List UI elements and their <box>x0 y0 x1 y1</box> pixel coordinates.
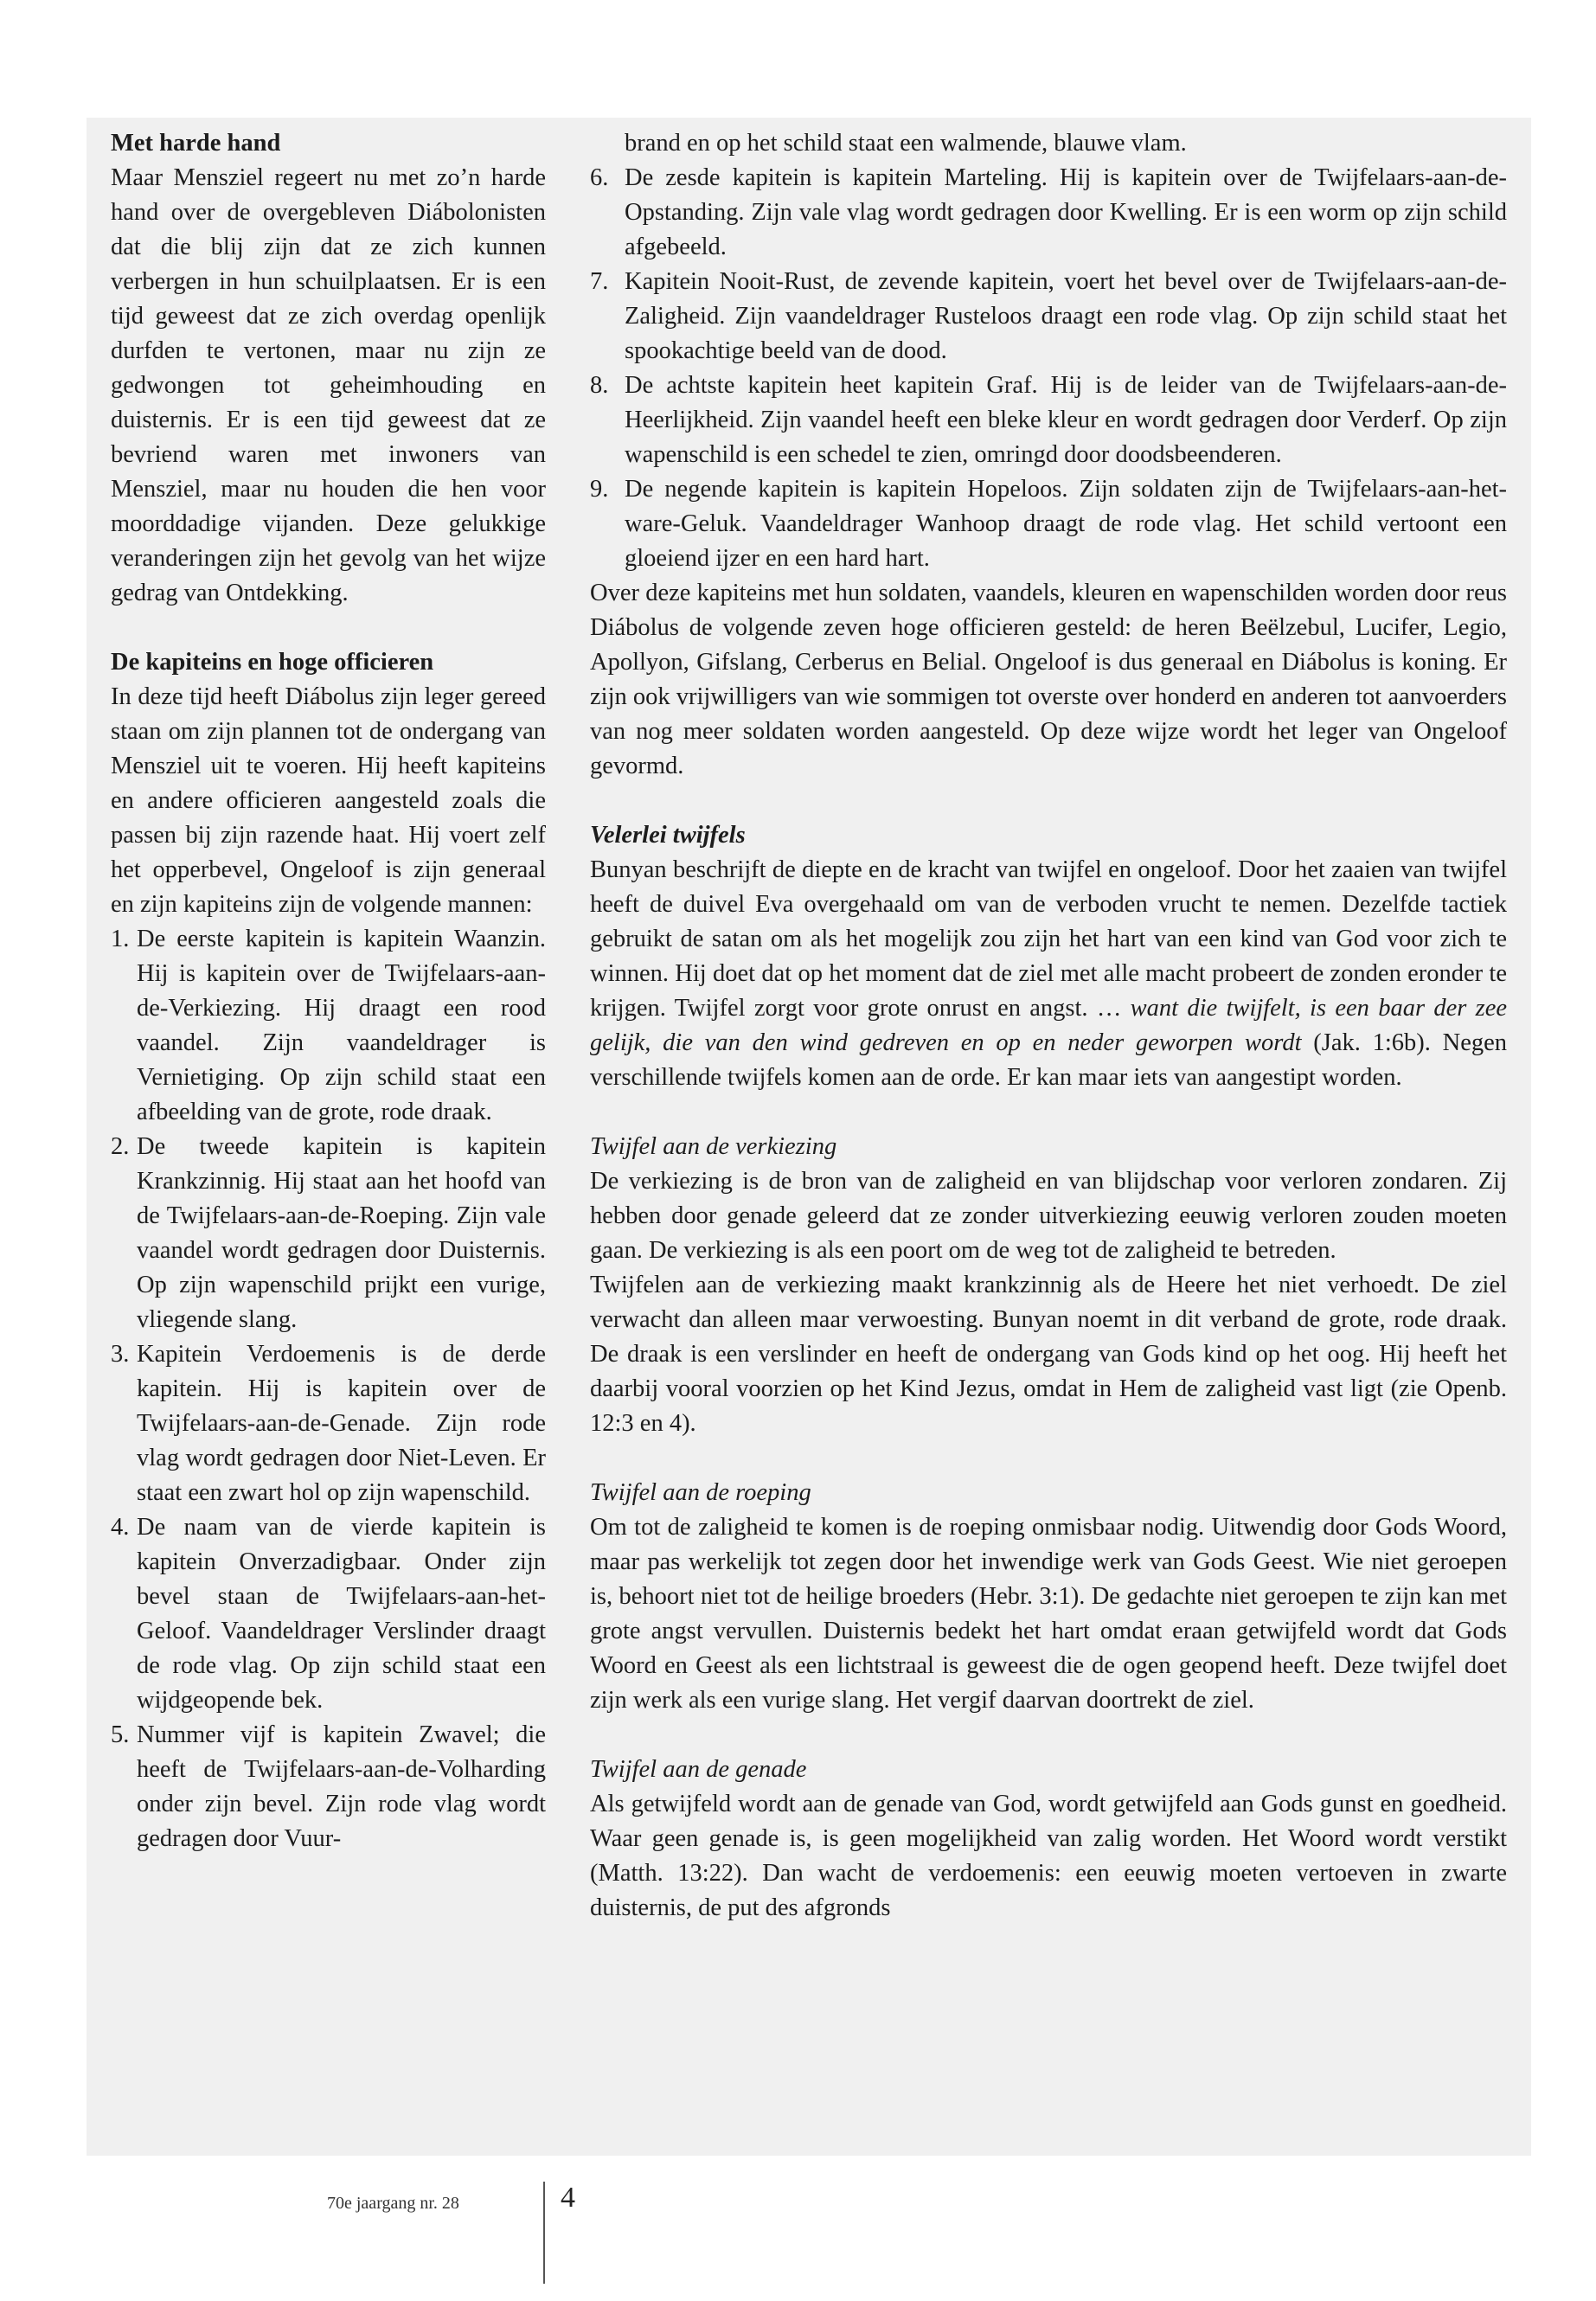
footer-divider <box>543 2182 545 2284</box>
velerlei-text-b: (Jak. 1:6b). Negen verschillende twijfels komen aan de orde. Er kan maar iets van aangestipt worden. <box>590 1029 1507 1091</box>
paragraph-kapiteins: In deze tijd heeft Diábolus zijn leger gereed staan om zijn plannen tot de ondergang van Mensziel uit te voeren. Hij heeft kapiteins en andere officieren aangesteld zoals die passen bij zijn razende haat. Hij voert zelf het opperbevel, Ongeloof is zijn generaal en zijn kapiteins zijn de volgende mannen: <box>111 683 546 918</box>
paragraph-verkiezing-2: Twijfelen aan de verkiezing maakt krankzinnig als de Heere het niet verhoedt. De ziel verwacht dan alleen maar verwoesting. Bunyan noemt in dit verband de grote, rode draak. De draak is een verslinder en heeft de ondergang van Gods kind op het oog. Hij heeft het daarbij vooral voorzien op het Kind Jezus, omdat in Hem de zaligheid vast ligt (zie Openb. 12:3 en 4). <box>590 1272 1507 1437</box>
paragraph-velerlei <box>590 853 1507 1095</box>
subheading-roeping: Twijfel aan de roeping <box>590 1479 811 1506</box>
spacer <box>111 611 546 645</box>
list-item <box>111 1718 546 1856</box>
list-number: 5. <box>111 1721 130 1748</box>
spacer <box>590 1095 1507 1130</box>
section-heading-met-harde-hand: Met harde hand <box>111 130 281 157</box>
list-number: 3. <box>111 1341 130 1368</box>
list-number: 9. <box>590 476 609 503</box>
subheading-genade: Twijfel aan de genade <box>590 1756 807 1783</box>
spacer <box>590 784 1507 818</box>
list-item <box>111 1510 546 1718</box>
list-item <box>590 369 1507 472</box>
list-item <box>111 922 546 1130</box>
subheading-verkiezing: Twijfel aan de verkiezing <box>590 1133 837 1160</box>
section-heading-kapiteins: De kapiteins en hoge officieren <box>111 649 434 676</box>
captain-list-left <box>111 922 546 1856</box>
list-item <box>590 265 1507 369</box>
list-text: De negende kapitein is kapitein Hopeloos. Zijn soldaten zijn de Twijfelaars-aan-het-ware-Geluk. Vaandeldrager Wanhoop draagt de rode vlag. Het schild vertoont een gloeiend ijzer en een hard hart. <box>625 476 1507 572</box>
captain-list-right <box>590 126 1507 576</box>
paragraph-roeping: Om tot de zaligheid te komen is de roeping onmisbaar nodig. Uitwendig door Gods Woord, maar pas werkelijk tot zegen door het inwendige werk van Gods Geest. Wie niet geroepen is, behoort niet tot de heilige broeders (Hebr. 3:1). De gedachte niet geroepen te zijn kan met grote angst vervullen. Duisternis bedekt het hart omdat eraan getwijfeld wordt dat Gods Woord en Geest als een lichtstraal is geweest die de ogen geopend heeft. Deze twijfel doet zijn werk als een vurige slang. Het vergif daarvan doortrekt de ziel. <box>590 1514 1507 1714</box>
velerlei-text-a: Bunyan beschrijft de diepte en de kracht van twijfel en ongeloof. Door het zaaien van twijfel heeft de duivel Eva overgehaald om van de verboden vrucht te nemen. Dezelfde tactiek gebruikt de satan om als het mogelijk zou zijn het hart van een kind van God voor zich te winnen. Hij doet dat op het moment dat de ziel met alle macht probeert de zonden eronder te krijgen. Twijfel zorgt voor grote onrust en angst. … <box>590 856 1507 1022</box>
paragraph-officers: Over deze kapiteins met hun soldaten, vaandels, kleuren en wapenschilden worden door reus Diábolus de volgende zeven hoge officieren gesteld: de heren Beëlzebul, Lucifer, Legio, Apollyon, Gifslang, Cerberus en Belial. Ongeloof is dus generaal en Diábolus is koning. Er zijn ook vrijwilligers van wie sommigen tot overste over honderd en anderen tot aanvoerders van nog meer soldaten worden aangesteld. Op deze wijze wordt het leger van Ongeloof gevormd. <box>590 580 1507 779</box>
right-column <box>590 126 1507 1926</box>
spacer <box>590 1441 1507 1476</box>
list-text: brand en op het schild staat een walmende, blauwe vlam. <box>625 130 1187 157</box>
list-number: 7. <box>590 268 609 295</box>
left-column <box>111 126 546 1856</box>
list-text: De tweede kapitein is kapitein Krankzinnig. Hij staat aan het hoofd van de Twijfelaars-aan-de-Roeping. Zijn vale vaandel wordt gedragen door Duisternis. Op zijn wapenschild prijkt een vurige, vliegende slang. <box>137 1133 546 1333</box>
list-number: 8. <box>590 372 609 399</box>
paragraph-genade: Als getwijfeld wordt aan de genade van God, wordt getwijfeld aan Gods gunst en goedheid. Waar geen genade is, is geen mogelijkheid van zalig worden. Het Woord wordt verstikt (Matth. 13:22). Dan wacht de verdoemenis: een eeuwig moeten vertoeven in zwarte duisternis, de put des afgronds <box>590 1791 1507 1921</box>
footer-volume: 70e jaargang nr. 28 <box>327 2194 459 2213</box>
section-heading-velerlei: Velerlei twijfels <box>590 822 746 849</box>
list-item <box>590 472 1507 576</box>
list-text: De naam van de vierde kapitein is kapitein Onverzadigbaar. Onder zijn bevel staan de Twijfelaars-aan-het-Geloof. Vaandeldrager Verslinder draagt de rode vlag. Op zijn schild staat een wijdgeopende bek. <box>137 1514 546 1714</box>
bible-quote: want die twijfelt, is een baar der zee gelijk, die van den wind gedreven en op en neder geworpen wordt <box>590 995 1507 1056</box>
paragraph-verkiezing-1: De verkiezing is de bron van de zaligheid en van blijdschap voor verloren zondaren. Zij hebben door genade geleerd dat ze zonder uitverkiezing eeuwig verloren zouden moeten gaan. De verkiezing is als een poort om de weg tot de zaligheid te betreden. <box>590 1168 1507 1264</box>
list-text: De zesde kapitein is kapitein Marteling. Hij is kapitein over de Twijfelaars-aan-de-Opstanding. Zijn vale vlag wordt gedragen door Kwelling. Er is een worm op zijn schild afgebeeld. <box>625 164 1507 260</box>
page-number: 4 <box>561 2182 575 2214</box>
list-item-continued <box>590 126 1507 161</box>
list-number: 4. <box>111 1514 130 1541</box>
list-number: 6. <box>590 164 609 191</box>
list-text: Nummer vijf is kapitein Zwavel; die heeft de Twijfelaars-aan-de-Volharding onder zijn bevel. Zijn rode vlag wordt gedragen door Vuur- <box>137 1721 546 1852</box>
list-text: De achtste kapitein heet kapitein Graf. Hij is de leider van de Twijfelaars-aan-de-Heerlijkheid. Zijn vaandel heeft een bleke kleur en wordt gedragen door Verderf. Op zijn wapenschild is een schedel te zien, omringd door doodsbeenderen. <box>625 372 1507 468</box>
list-item <box>590 161 1507 265</box>
paragraph-met-harde-hand: Maar Mensziel regeert nu met zo’n harde hand over de overgebleven Diábolonisten dat die blij zijn dat ze zich kunnen verbergen in hun schuilplaatsen. Er is een tijd geweest dat ze zich overdag openlijk durfden te vertonen, maar nu zijn ze gedwongen tot geheimhouding en duisternis. Er is een tijd geweest dat ze bevriend waren met inwoners van Mensziel, maar nu houden die hen voor moorddadige vijanden. Deze gelukkige veranderingen zijn het gevolg van het wijze gedrag van Ontdekking. <box>111 164 546 606</box>
list-text: Kapitein Nooit-Rust, de zevende kapitein, voert het bevel over de Twijfelaars-aan-de-Zaligheid. Zijn vaandeldrager Rusteloos draagt een rode vlag. Op zijn schild staat het spookachtige beeld van de dood. <box>625 268 1507 364</box>
spacer <box>590 1718 1507 1753</box>
list-item <box>111 1337 546 1510</box>
list-item <box>111 1130 546 1337</box>
list-number: 1. <box>111 926 130 952</box>
list-text: De eerste kapitein is kapitein Waanzin. Hij is kapitein over de Twijfelaars-aan-de-Verkiezing. Hij draagt een rood vaandel. Zijn vaandeldrager is Vernietiging. Op zijn schild staat een afbeelding van de grote, rode draak. <box>137 926 546 1125</box>
list-text: Kapitein Verdoemenis is de derde kapitein. Hij is kapitein over de Twijfelaars-aan-de-Genade. Zijn rode vlag wordt gedragen door Niet-Leven. Er staat een zwart hol op zijn wapenschild. <box>137 1341 546 1506</box>
list-number: 2. <box>111 1133 130 1160</box>
